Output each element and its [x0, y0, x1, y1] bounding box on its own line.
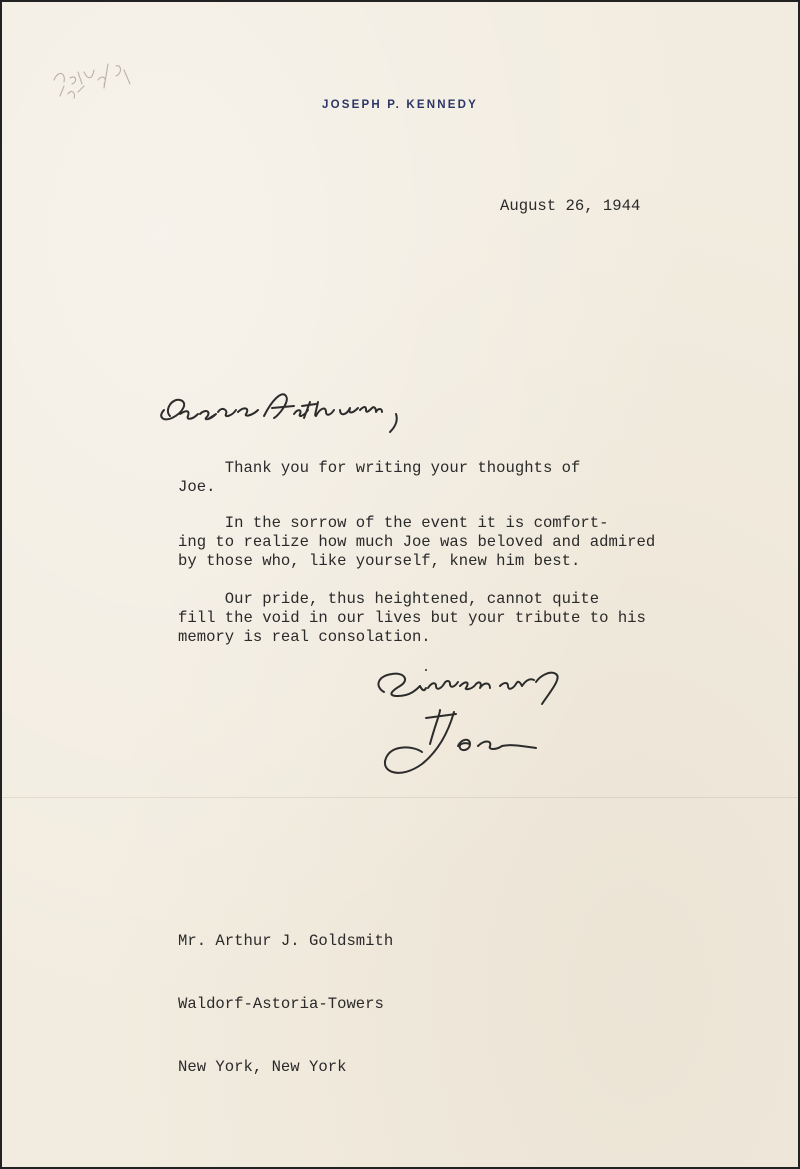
- recipient-address: [178, 889, 393, 1120]
- letterhead: JOSEPH P. KENNEDY: [321, 99, 479, 111]
- recipient-city: New York, New York: [178, 1058, 347, 1076]
- letter-page: [2, 2, 798, 1167]
- fold-crease: [2, 797, 798, 798]
- recipient-name: Mr. Arthur J. Goldsmith: [178, 932, 394, 950]
- paragraph-2: In the sorrow of the event it is comfort- ing to realize how much Joe was beloved and admired by those who, like yourself, knew him best.: [178, 514, 656, 570]
- handwritten-salutation: [154, 380, 454, 460]
- paragraph-1: Thank you for writing your thoughts of Joe.: [178, 459, 581, 496]
- handwritten-closing-and-signature: [370, 652, 620, 782]
- letter-date: August 26, 1944: [500, 197, 641, 215]
- recipient-street: Waldorf-Astoria-Towers: [178, 995, 384, 1013]
- paragraph-3: Our pride, thus heightened, cannot quite fill the void in our lives but your tribute to his memory is real consolation.: [178, 590, 646, 646]
